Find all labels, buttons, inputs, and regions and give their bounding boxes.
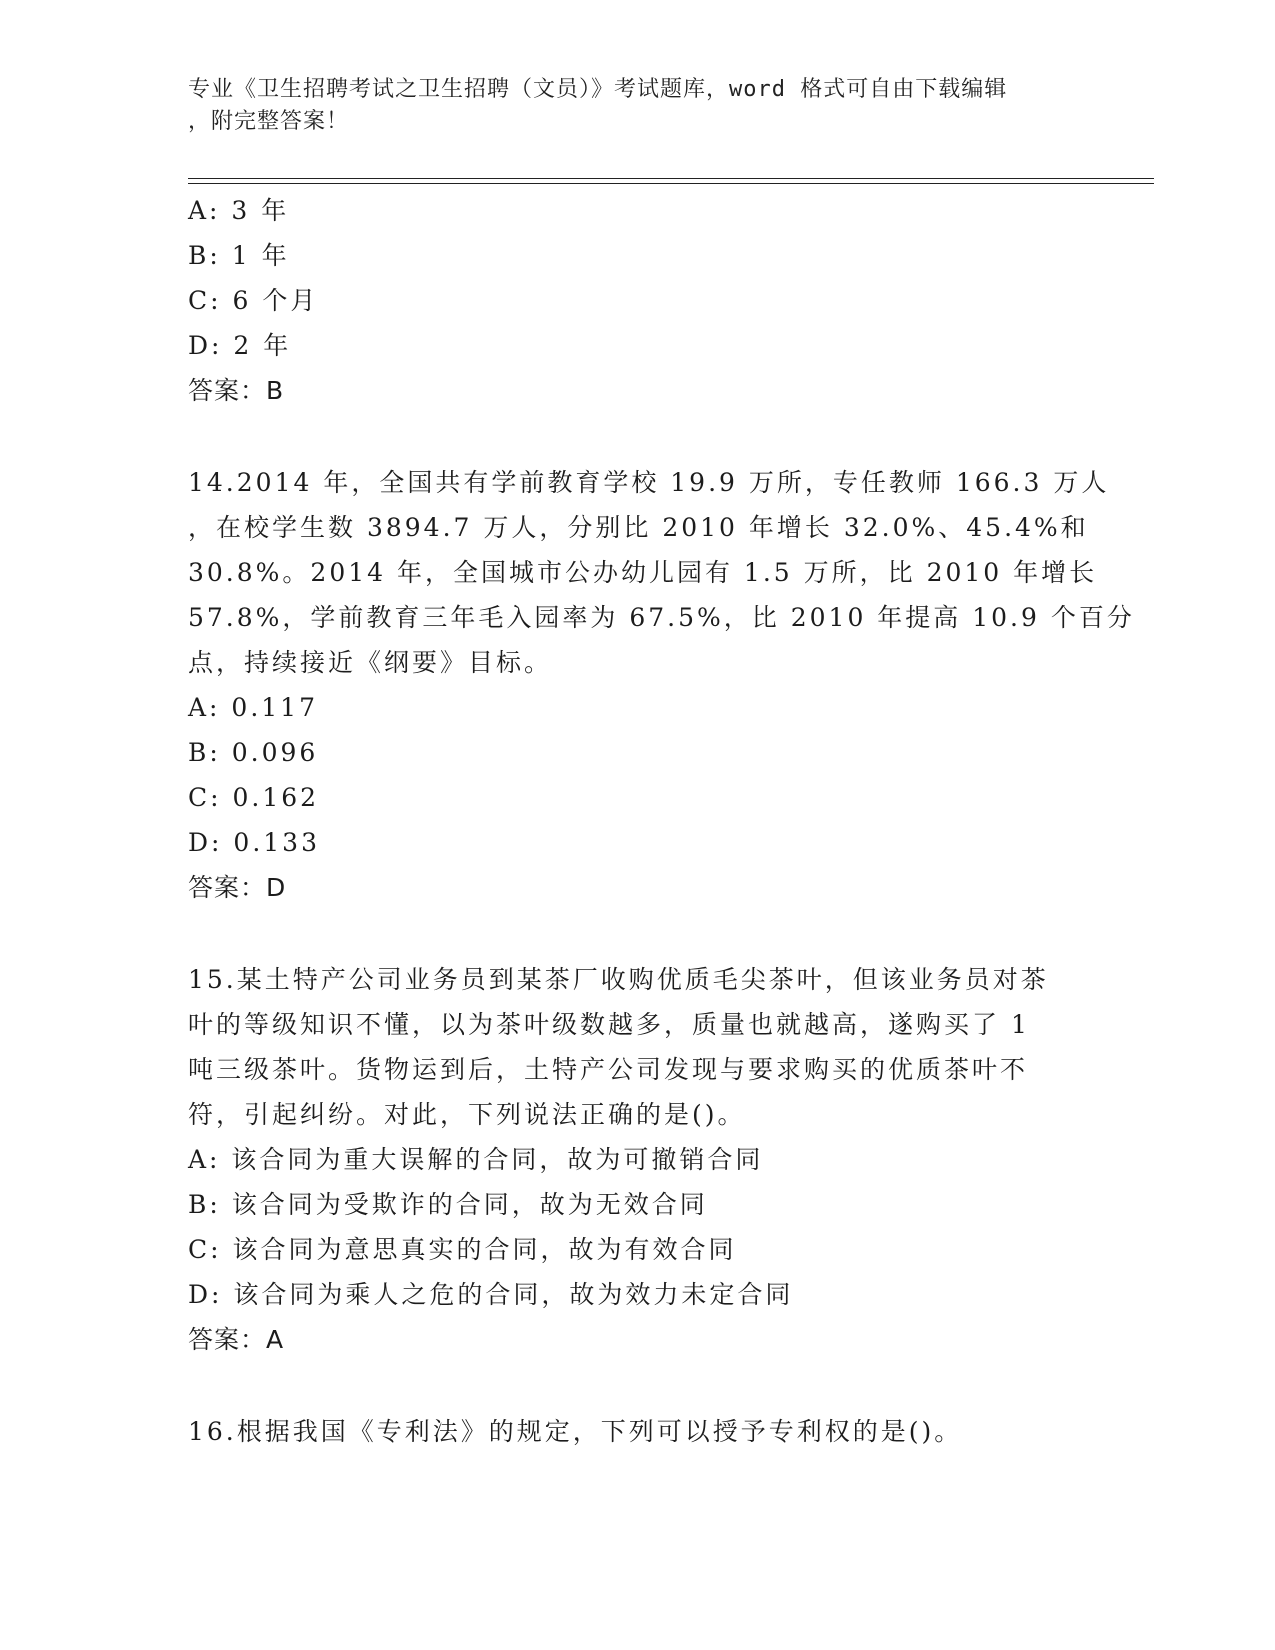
question-line: 符，引起纠纷。对此，下列说法正确的是()。 [188,1100,746,1129]
option-c: C: 6 个月 [188,286,319,315]
option-d: D: 2 年 [188,331,292,360]
option-a: A: 3 年 [188,196,290,225]
question-text [188,957,1088,1137]
answer-label: 答案：A [188,1325,285,1354]
document-header [188,74,1068,138]
question-text [188,1409,1088,1454]
question-14 [188,460,1135,910]
option-a: A: 0.117 [188,693,318,722]
answer-label: 答案：B [188,376,285,405]
question-line: 57.8%，学前教育三年毛入园率为 67.5%，比 2010 年提高 10.9 个百分 [188,603,1135,632]
option-a: A: 该合同为重大误解的合同，故为可撤销合同 [188,1145,764,1174]
header-line-2: ，附完整答案！ [188,109,350,134]
option-b: B: 该合同为受欺诈的合同，故为无效合同 [188,1190,708,1219]
question-13 [188,188,1088,413]
question-line: 30.8%。2014 年，全国城市公办幼儿园有 1.5 万所，比 2010 年增长 [188,558,1098,587]
question-line: 15.某土特产公司业务员到某茶厂收购优质毛尖茶叶，但该业务员对茶 [188,965,1049,994]
question-16 [188,1409,1088,1454]
answer-label: 答案：D [188,873,287,902]
question-line: 16.根据我国《专利法》的规定，下列可以授予专利权的是()。 [188,1417,963,1446]
question-line: 点，持续接近《纲要》目标。 [188,648,553,677]
question-line: 叶的等级知识不懂，以为茶叶级数越多，质量也就越高，遂购买了 1 [188,1010,1030,1039]
option-d: D: 0.133 [188,828,320,857]
question-line: 吨三级茶叶。货物运到后，土特产公司发现与要求购买的优质茶叶不 [188,1055,1029,1084]
option-c: C: 该合同为意思真实的合同，故为有效合同 [188,1235,737,1264]
question-line: 14.2014 年，全国共有学前教育学校 19.9 万所，专任教师 166.3 万人 [188,468,1110,497]
header-line-1: 专业《卫生招聘考试之卫生招聘（文员）》考试题库，word 格式可自由下载编辑 [188,77,1008,102]
header-divider-top [188,178,1154,179]
option-d: D: 该合同为乘人之危的合同，故为效力未定合同 [188,1280,794,1309]
option-c: C: 0.162 [188,783,320,812]
option-b: B: 0.096 [188,738,319,767]
option-b: B: 1 年 [188,241,290,270]
document-body [188,188,1135,1454]
question-line: ，在校学生数 3894.7 万人，分别比 2010 年增长 32.0%、45.4%和 [188,513,1089,542]
question-15 [188,957,1088,1362]
header-divider-bottom [188,183,1154,184]
question-text [188,460,1135,685]
